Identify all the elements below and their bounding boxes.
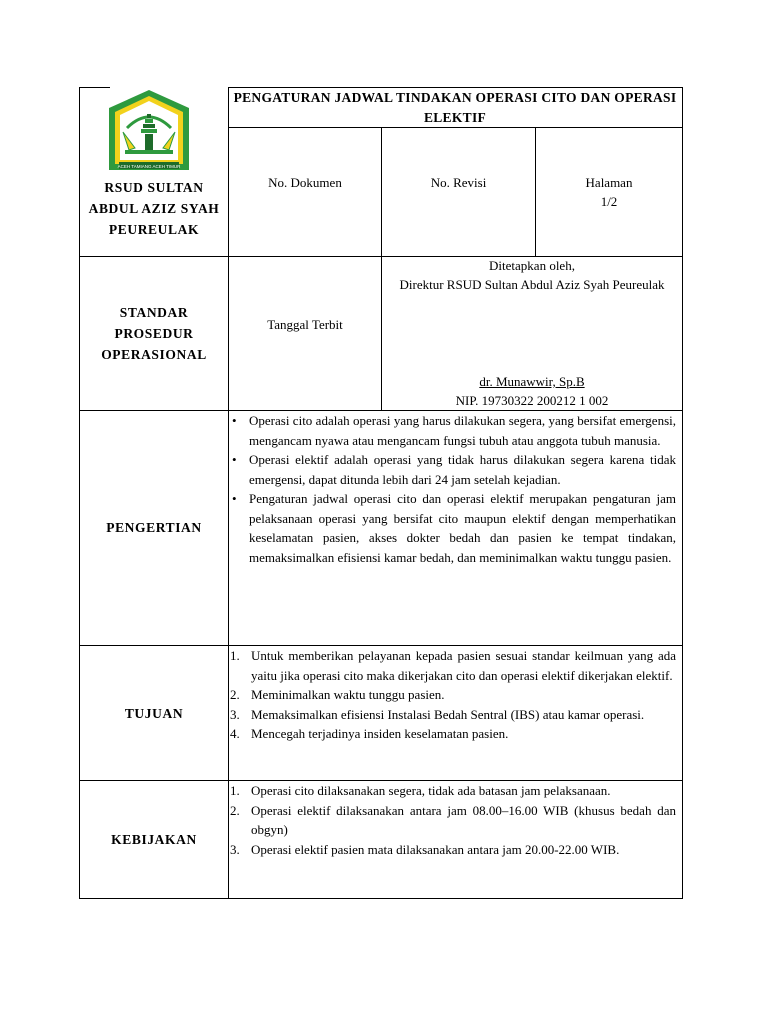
issue-date-label: Tanggal Terbit bbox=[267, 317, 343, 332]
list-item: 2. Meminimalkan waktu tunggu pasien. bbox=[230, 687, 445, 702]
approved-by: Ditetapkan oleh, bbox=[489, 258, 575, 273]
bullet-icon: • bbox=[232, 452, 237, 467]
bullet-icon: • bbox=[232, 491, 237, 506]
tujuan-content bbox=[230, 646, 676, 744]
col-divider-rev bbox=[535, 127, 536, 257]
border-bottom bbox=[79, 898, 682, 899]
institution-name: RSUD SULTAN ABDUL AZIZ SYAH PEUREULAK bbox=[88, 180, 220, 237]
hospital-logo bbox=[105, 88, 193, 178]
border-left bbox=[79, 87, 80, 899]
tujuan-label: TUJUAN bbox=[124, 706, 184, 721]
doc-number-label: No. Dokumen bbox=[268, 175, 342, 190]
list-item: • Pengaturan jadwal operasi cito dan operasi elektif merupakan pengaturan jam pelaksanaan operasi yang bersifat cito maupun elektif dengan memperhatikan keselamatan pasien, akses dokter bedah dan pasien ke tempat tindakan, memaksimalkan efisiensi kamar bedah, dan meminimalkan waktu tunggu pasien. bbox=[232, 491, 676, 565]
revision-label: No. Revisi bbox=[430, 175, 487, 190]
sop-label: STANDAR PROSEDUR OPERASIONAL bbox=[101, 305, 207, 362]
kebijakan-content bbox=[230, 781, 676, 859]
page-label: Halaman bbox=[585, 175, 633, 190]
col-divider-doc bbox=[381, 127, 382, 410]
list-item: • Operasi elektif adalah operasi yang tidak harus dilakukan segera karena tidak emergensi, dapat ditunda lebih dari 24 jam setelah kejadian. bbox=[232, 452, 676, 487]
emblem-icon bbox=[105, 88, 193, 178]
document-title: PENGATURAN JADWAL TINDAKAN OPERASI CITO DAN OPERASI ELEKTIF bbox=[233, 90, 677, 125]
list-item: 3. Memaksimalkan efisiensi Instalasi Bedah Sentral (IBS) atau kamar operasi. bbox=[230, 706, 645, 722]
list-item: 3. Operasi elektif pasien mata dilaksanakan antara jam 20.00-22.00 WIB. bbox=[230, 841, 620, 857]
list-item: 2. Operasi elektif dilaksanakan antara jam 08.00–16.00 WIB (khusus bedah dan obgyn) bbox=[230, 802, 676, 837]
signatory-nip: NIP. 19730322 200212 1 002 bbox=[455, 393, 609, 408]
list-item: 1. Untuk memberikan pelayanan kepada pasien sesuai standar keilmuan yang ada yaitu jika operasi cito maka dikerjakan cito dan operasi elektif dikerjakan elektif. bbox=[230, 648, 676, 683]
pengertian-label: PENGERTIAN bbox=[106, 520, 202, 535]
border-right bbox=[682, 87, 683, 899]
list-item: 1. Operasi cito dilaksanakan segera, tidak ada batasan jam pelaksanaan. bbox=[230, 783, 611, 798]
page-value: 1/2 bbox=[600, 194, 618, 209]
list-item: 4. Mencegah terjadinya insiden keselamatan pasien. bbox=[230, 726, 509, 741]
bullet-icon: • bbox=[232, 413, 237, 428]
pengertian-content bbox=[229, 411, 676, 567]
list-item: • Operasi cito adalah operasi yang harus dilakukan segera, yang bersifat emergensi, mengancam nyawa atau mengancam fungsi tubuh atau anggota tubuh manusia. bbox=[232, 413, 676, 448]
kebijakan-label: KEBIJAKAN bbox=[111, 832, 197, 847]
director-title: Direktur RSUD Sultan Abdul Aziz Syah Peureulak bbox=[399, 277, 665, 292]
logo-caption: ACEH TAMIANG ACEH TIMUR bbox=[117, 164, 181, 169]
signatory-name: dr. Munawwir, Sp.B bbox=[479, 374, 585, 389]
